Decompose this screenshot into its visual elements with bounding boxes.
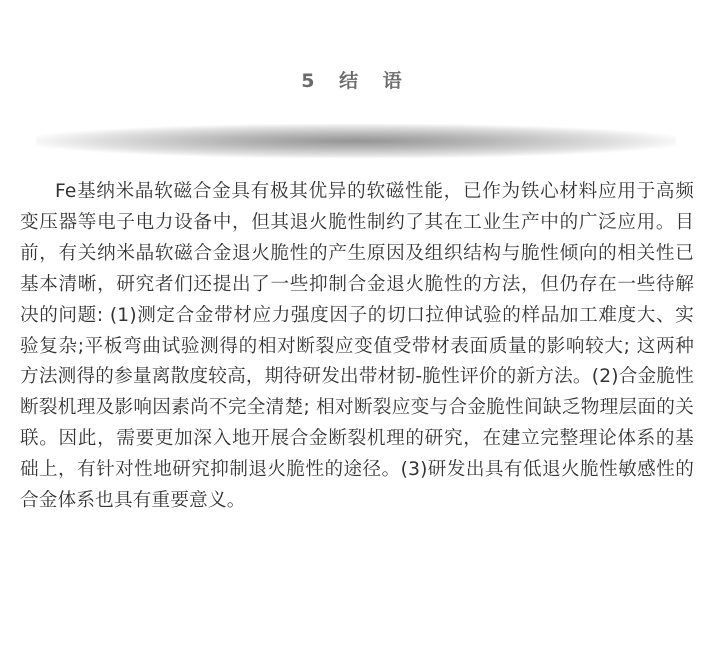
body-paragraph: Fe基纳米晶软磁合金具有极其优异的软磁性能，已作为铁心材料应用于高频变压器等电子电力设备中，但其退火脆性制约了其在工业生产中的广泛应用。目前，有关纳米晶软磁合金退火脆性的产生原因及组织结构与脆性倾向的相关性已基本清晰，研究者们还提出了一些抑制合金退火脆性的方法，但仍存在一些待解决的问题: (1)测定合金带材应力强度因子的切口拉伸试验的样品加工难度大、实验复杂;平板弯曲试验测得的相对断裂应变值受带材表面质量的影响较大; 这两种方法测得的参量离散度较高，期待研发出带材韧-脆性评价的新方法。(2)合金脆性断裂机理及影响因素尚不完全清楚; 相对断裂应变与合金脆性间缺乏物理层面的关联。因此，需要更加深入地开展合金断裂机理的研究，在建立完整理论体系的基础上，有针对性地研究抑制退火脆性的途径。(3)研发出具有低退火脆性敏感性的合金体系也具有重要意义。 xyxy=(20,181,694,512)
section-title: 5 结 语 xyxy=(301,70,411,92)
title-divider-shadow xyxy=(36,124,676,158)
